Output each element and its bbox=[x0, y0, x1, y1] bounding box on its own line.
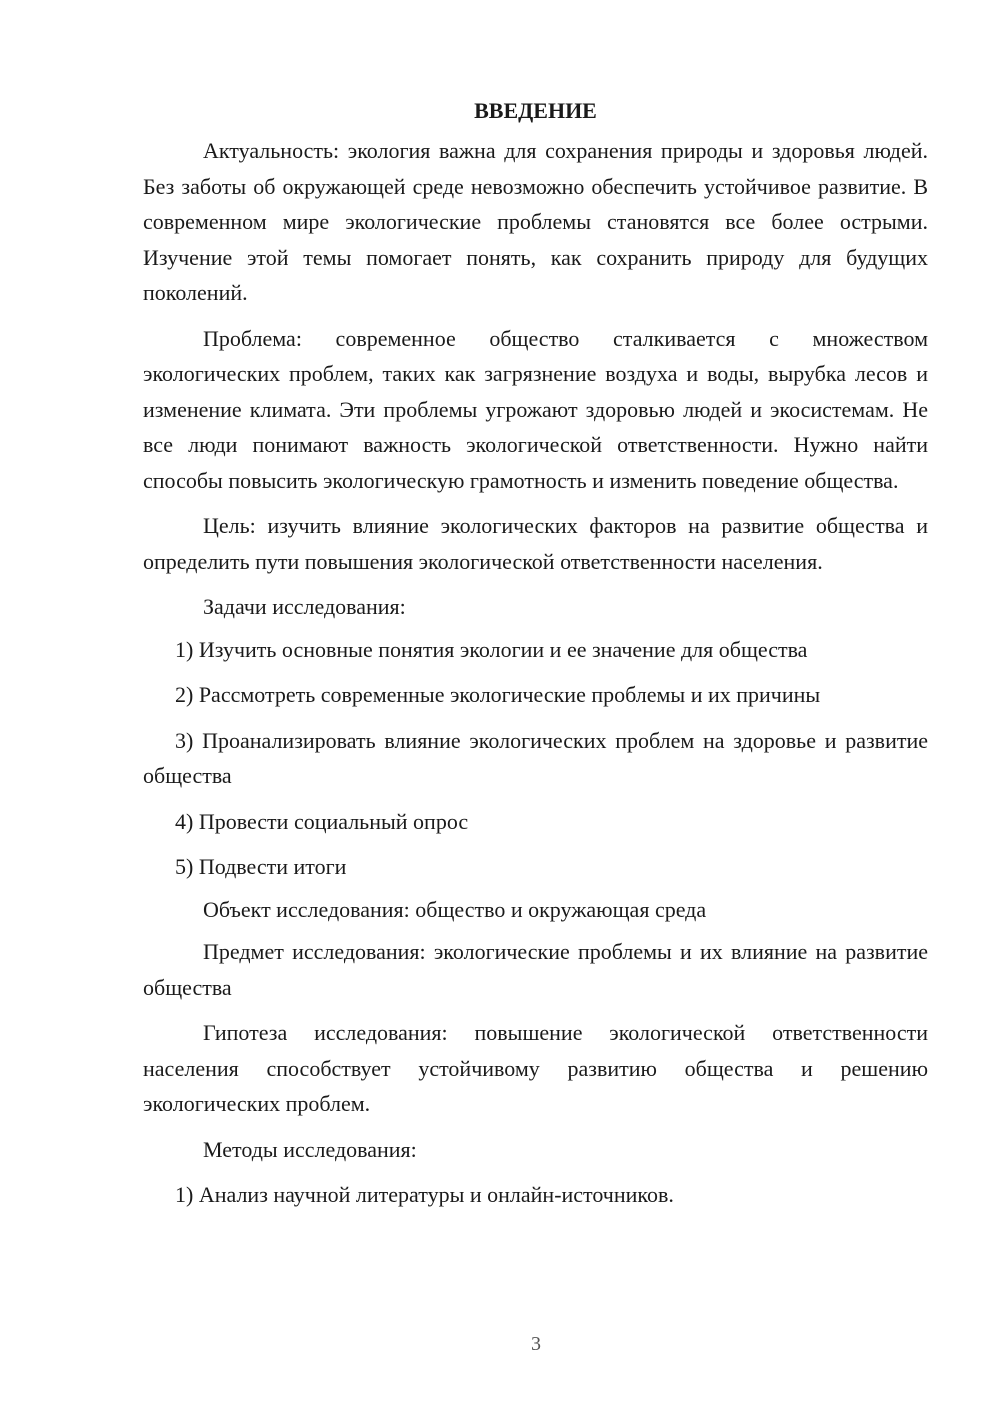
relevance-paragraph: Актуальность: экология важна для сохранения природы и здоровья людей. Без заботы об окружающей среде невозможно обеспечить устойчивое развитие. В современном мире экологические проблемы становятся все более острыми. Изучение этой темы помогает понять, как сохранить природу для будущих поколений. bbox=[143, 138, 928, 305]
task-item-2: 2) Рассмотреть современные экологические проблемы и их причины bbox=[175, 682, 821, 707]
goal-paragraph: Цель: изучить влияние экологических факторов на развитие общества и определить пути повышения экологической ответственности населения. bbox=[143, 513, 928, 574]
hypothesis-paragraph: Гипотеза исследования: повышение экологической ответственности населения способствует устойчивому развитию общества и решению экологических проблем. bbox=[143, 1020, 928, 1116]
methods-heading: Методы исследования: bbox=[203, 1136, 417, 1162]
page-number: 3 bbox=[531, 1333, 541, 1355]
subject-paragraph: Предмет исследования: экологические проблемы и их влияние на развитие общества bbox=[143, 939, 928, 1000]
task-item-1: 1) Изучить основные понятия экологии и ее значение для общества bbox=[175, 636, 808, 662]
tasks-heading: Задачи исследования: bbox=[203, 594, 406, 619]
page-title: ВВЕДЕНИЕ bbox=[474, 98, 597, 123]
problem-paragraph: Проблема: современное общество сталкивается с множеством экологических проблем, таких как загрязнение воздуха и воды, вырубка лесов и изменение климата. Эти проблемы угрожают здоровью людей и экосистемам. Не все люди понимают важность экологической ответственности. Нужно найти способы повысить экологическую грамотность и изменить поведение общества. bbox=[143, 325, 928, 493]
page-content bbox=[143, 96, 928, 1223]
object-paragraph: Объект исследования: общество и окружающая среда bbox=[203, 896, 707, 922]
task-item-4: 4) Провести социальный опрос bbox=[175, 808, 469, 834]
task-item-5: 5) Подвести итоги bbox=[175, 854, 347, 879]
method-item-1: 1) Анализ научной литературы и онлайн-источников. bbox=[175, 1182, 674, 1207]
task-item-3: 3) Проанализировать влияние экологических проблем на здоровье и развитие общества bbox=[143, 727, 928, 788]
